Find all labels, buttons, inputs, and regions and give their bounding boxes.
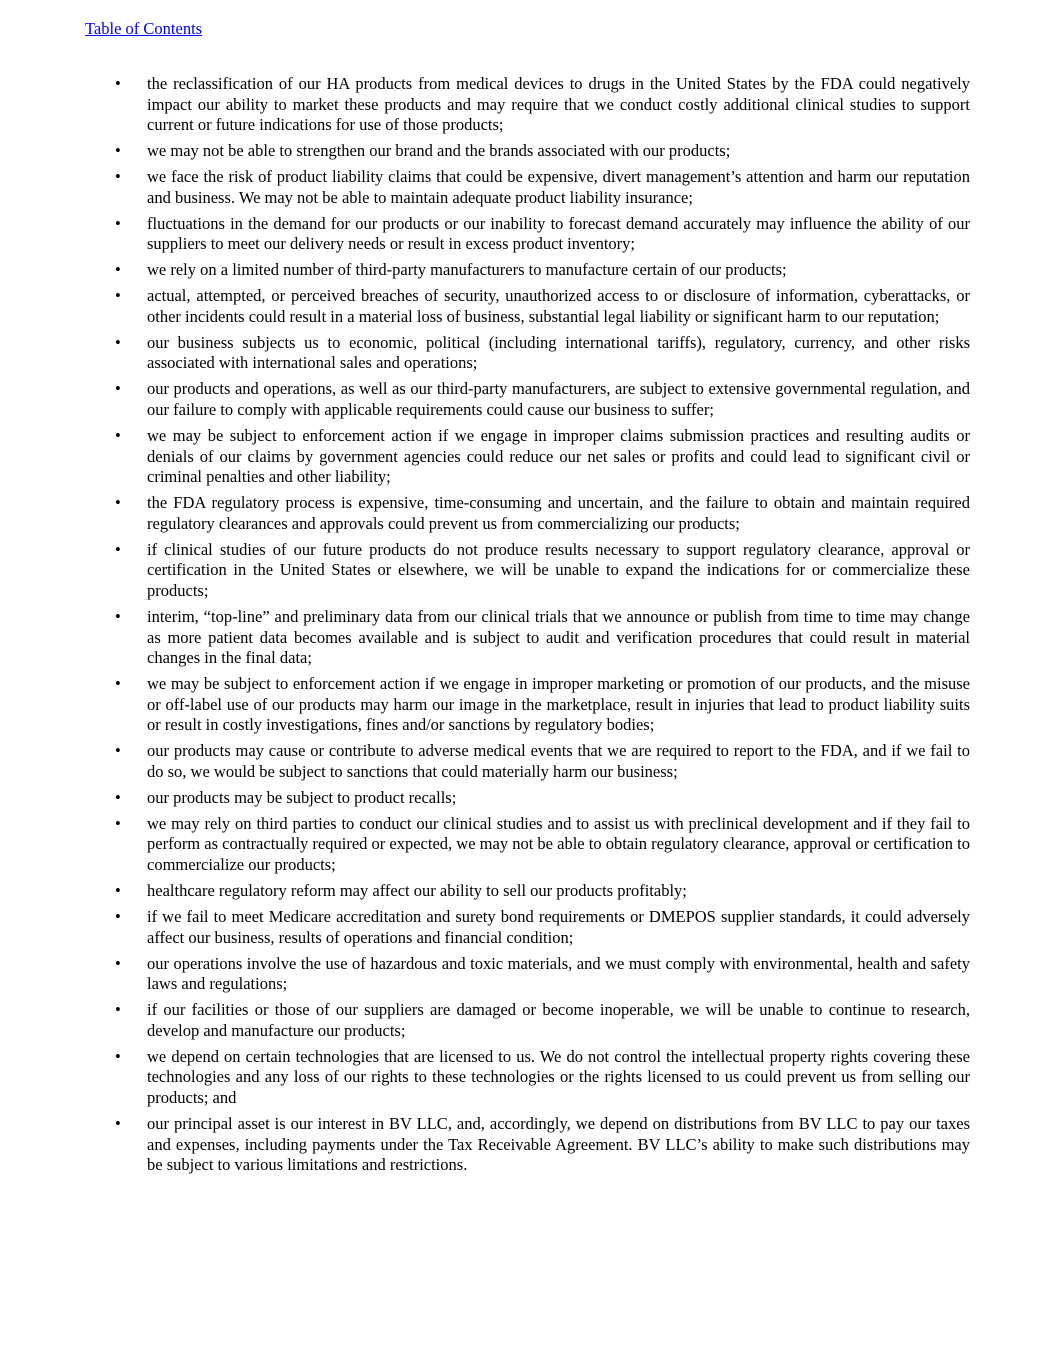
list-item — [113, 540, 970, 602]
list-item — [113, 607, 970, 669]
list-item-text: we may not be able to strengthen our brand and the brands associated with our products; — [147, 141, 731, 161]
bullet-icon: • — [115, 167, 121, 187]
bullet-icon: • — [115, 674, 121, 694]
list-item — [113, 493, 970, 534]
list-item-text: interim, “top-line” and preliminary data from our clinical trials that we announce or publish from time to time may change as more patient data becomes available and is subject to audit and verification procedures that could result in material changes in the final data; — [147, 606, 970, 668]
list-item-text: we may be subject to enforcement action if we engage in improper marketing or promotion of our products, and the misuse or off-label use of our products may harm our image in the marketplace, result in injuries that lead to product liability suits or result in costly investigations, fines and/or sanctions by regulatory bodies; — [147, 674, 970, 735]
list-item-text: if clinical studies of our future products do not produce results necessary to support regulatory clearance, approval or certification in the United States or elsewhere, we will be unable to expand the indications for or commercialize these products; — [147, 539, 970, 600]
list-item — [113, 286, 970, 327]
bullet-icon: • — [115, 606, 121, 626]
list-item-text: if we fail to meet Medicare accreditation and surety bond requirements or DMEPOS supplier standards, it could adversely affect our business, results of operations and financial condition; — [147, 907, 970, 947]
list-item — [113, 379, 970, 420]
bullet-icon: • — [115, 1046, 121, 1066]
list-item-text: our business subjects us to economic, political (including international tariffs), regulatory, currency, and other risks associated with international sales and operations; — [147, 332, 970, 373]
list-item — [113, 1047, 970, 1109]
bullet-icon: • — [115, 813, 121, 833]
bullet-icon: • — [115, 787, 121, 807]
list-item-text: fluctuations in the demand for our products or our inability to forecast demand accurately may influence the ability of our suppliers to meet our delivery needs or result in excess product inventory; — [147, 213, 970, 254]
list-item-text: the FDA regulatory process is expensive, time-consuming and uncertain, and the failure to obtain and maintain required regulatory clearances and approvals could prevent us from commercializing our products; — [147, 493, 970, 533]
list-item-text: our products may cause or contribute to adverse medical events that we are required to report to the FDA, and if we fail to do so, we would be subject to sanctions that could materially harm our business; — [147, 741, 970, 781]
list-item — [113, 260, 970, 281]
bullet-icon: • — [115, 141, 121, 161]
table-of-contents-link[interactable]: Table of Contents — [85, 19, 203, 38]
bullet-icon: • — [115, 332, 121, 352]
bullet-icon: • — [115, 74, 121, 93]
list-item-text: our principal asset is our interest in BV LLC, and, accordingly, we depend on distributions from BV LLC to pay our taxes and expenses, including payments under the Tax Receivable Agreement. BV LLC’s ability to make such distributions may be subject to various limitations and restrictions. — [147, 1113, 970, 1175]
list-item — [113, 954, 970, 995]
risk-factor-list — [113, 74, 970, 1181]
bullet-icon: • — [115, 493, 121, 513]
bullet-icon: • — [115, 741, 121, 761]
list-item-text: our products and operations, as well as our third-party manufacturers, are subject to extensive governmental regulation, and our failure to comply with applicable requirements could cause our business to suffer; — [147, 379, 970, 420]
list-item-text: we face the risk of product liability claims that could be expensive, divert management’s attention and harm our reputation and business. We may not be able to maintain adequate product liability insurance; — [147, 167, 970, 207]
list-item-text: healthcare regulatory reform may affect our ability to sell our products profitably; — [147, 881, 687, 901]
list-item — [113, 141, 970, 162]
list-item-text: we depend on certain technologies that are licensed to us. We do not control the intellectual property rights covering these technologies and any loss of our rights to these technologies or the rights licensed to us could prevent us from selling our products; and — [147, 1046, 970, 1107]
list-item-text: our operations involve the use of hazardous and toxic materials, and we must comply with environmental, health and safety laws and regulations; — [147, 953, 970, 994]
list-item — [113, 167, 970, 208]
bullet-icon: • — [115, 426, 121, 446]
list-item-text: actual, attempted, or perceived breaches of security, unauthorized access to or disclosure of information, cyberattacks, or other incidents could result in a material loss of business, substantial legal liability or significant harm to our reputation; — [147, 286, 970, 326]
list-item — [113, 674, 970, 736]
bullet-icon: • — [115, 379, 121, 399]
list-item — [113, 814, 970, 876]
bullet-icon: • — [115, 1000, 121, 1020]
bullet-icon: • — [115, 539, 121, 559]
list-item-text: we may rely on third parties to conduct our clinical studies and to assist us with preclinical development and if they fail to perform as contractually required or expected, we may not be able to obtain regulatory clearance, approval or certification to commercialize our products; — [147, 813, 970, 875]
list-item — [113, 741, 970, 782]
bullet-icon: • — [115, 953, 121, 973]
list-item-text: we rely on a limited number of third-party manufacturers to manufacture certain of our products; — [147, 260, 787, 280]
bullet-icon: • — [115, 881, 121, 901]
list-item-text: if our facilities or those of our suppliers are damaged or become inoperable, we will be unable to continue to research, develop and manufacture our products; — [147, 1000, 970, 1040]
list-item-text: the reclassification of our HA products from medical devices to drugs in the United States by the FDA could negatively impact our ability to market these products and may require that we conduct costly additional clinical studies to support current or future indications for use of those products; — [147, 74, 970, 135]
list-item — [113, 881, 970, 902]
bullet-icon: • — [115, 286, 121, 306]
list-item — [113, 1114, 970, 1176]
list-item — [113, 1000, 970, 1041]
bullet-icon: • — [115, 1113, 121, 1133]
list-item-text: we may be subject to enforcement action if we engage in improper claims submission practices and resulting audits or denials of our claims by government agencies could reduce our net sales or profits and could lead to significant civil or criminal penalties and other liability; — [147, 426, 970, 487]
list-item — [113, 426, 970, 488]
list-item — [113, 214, 970, 255]
list-item — [113, 74, 970, 136]
bullet-icon: • — [115, 260, 121, 280]
list-item — [113, 907, 970, 948]
bullet-icon: • — [115, 907, 121, 927]
list-item — [113, 333, 970, 374]
list-item — [113, 788, 970, 809]
list-item-text: our products may be subject to product recalls; — [147, 787, 457, 807]
bullet-icon: • — [115, 213, 121, 233]
